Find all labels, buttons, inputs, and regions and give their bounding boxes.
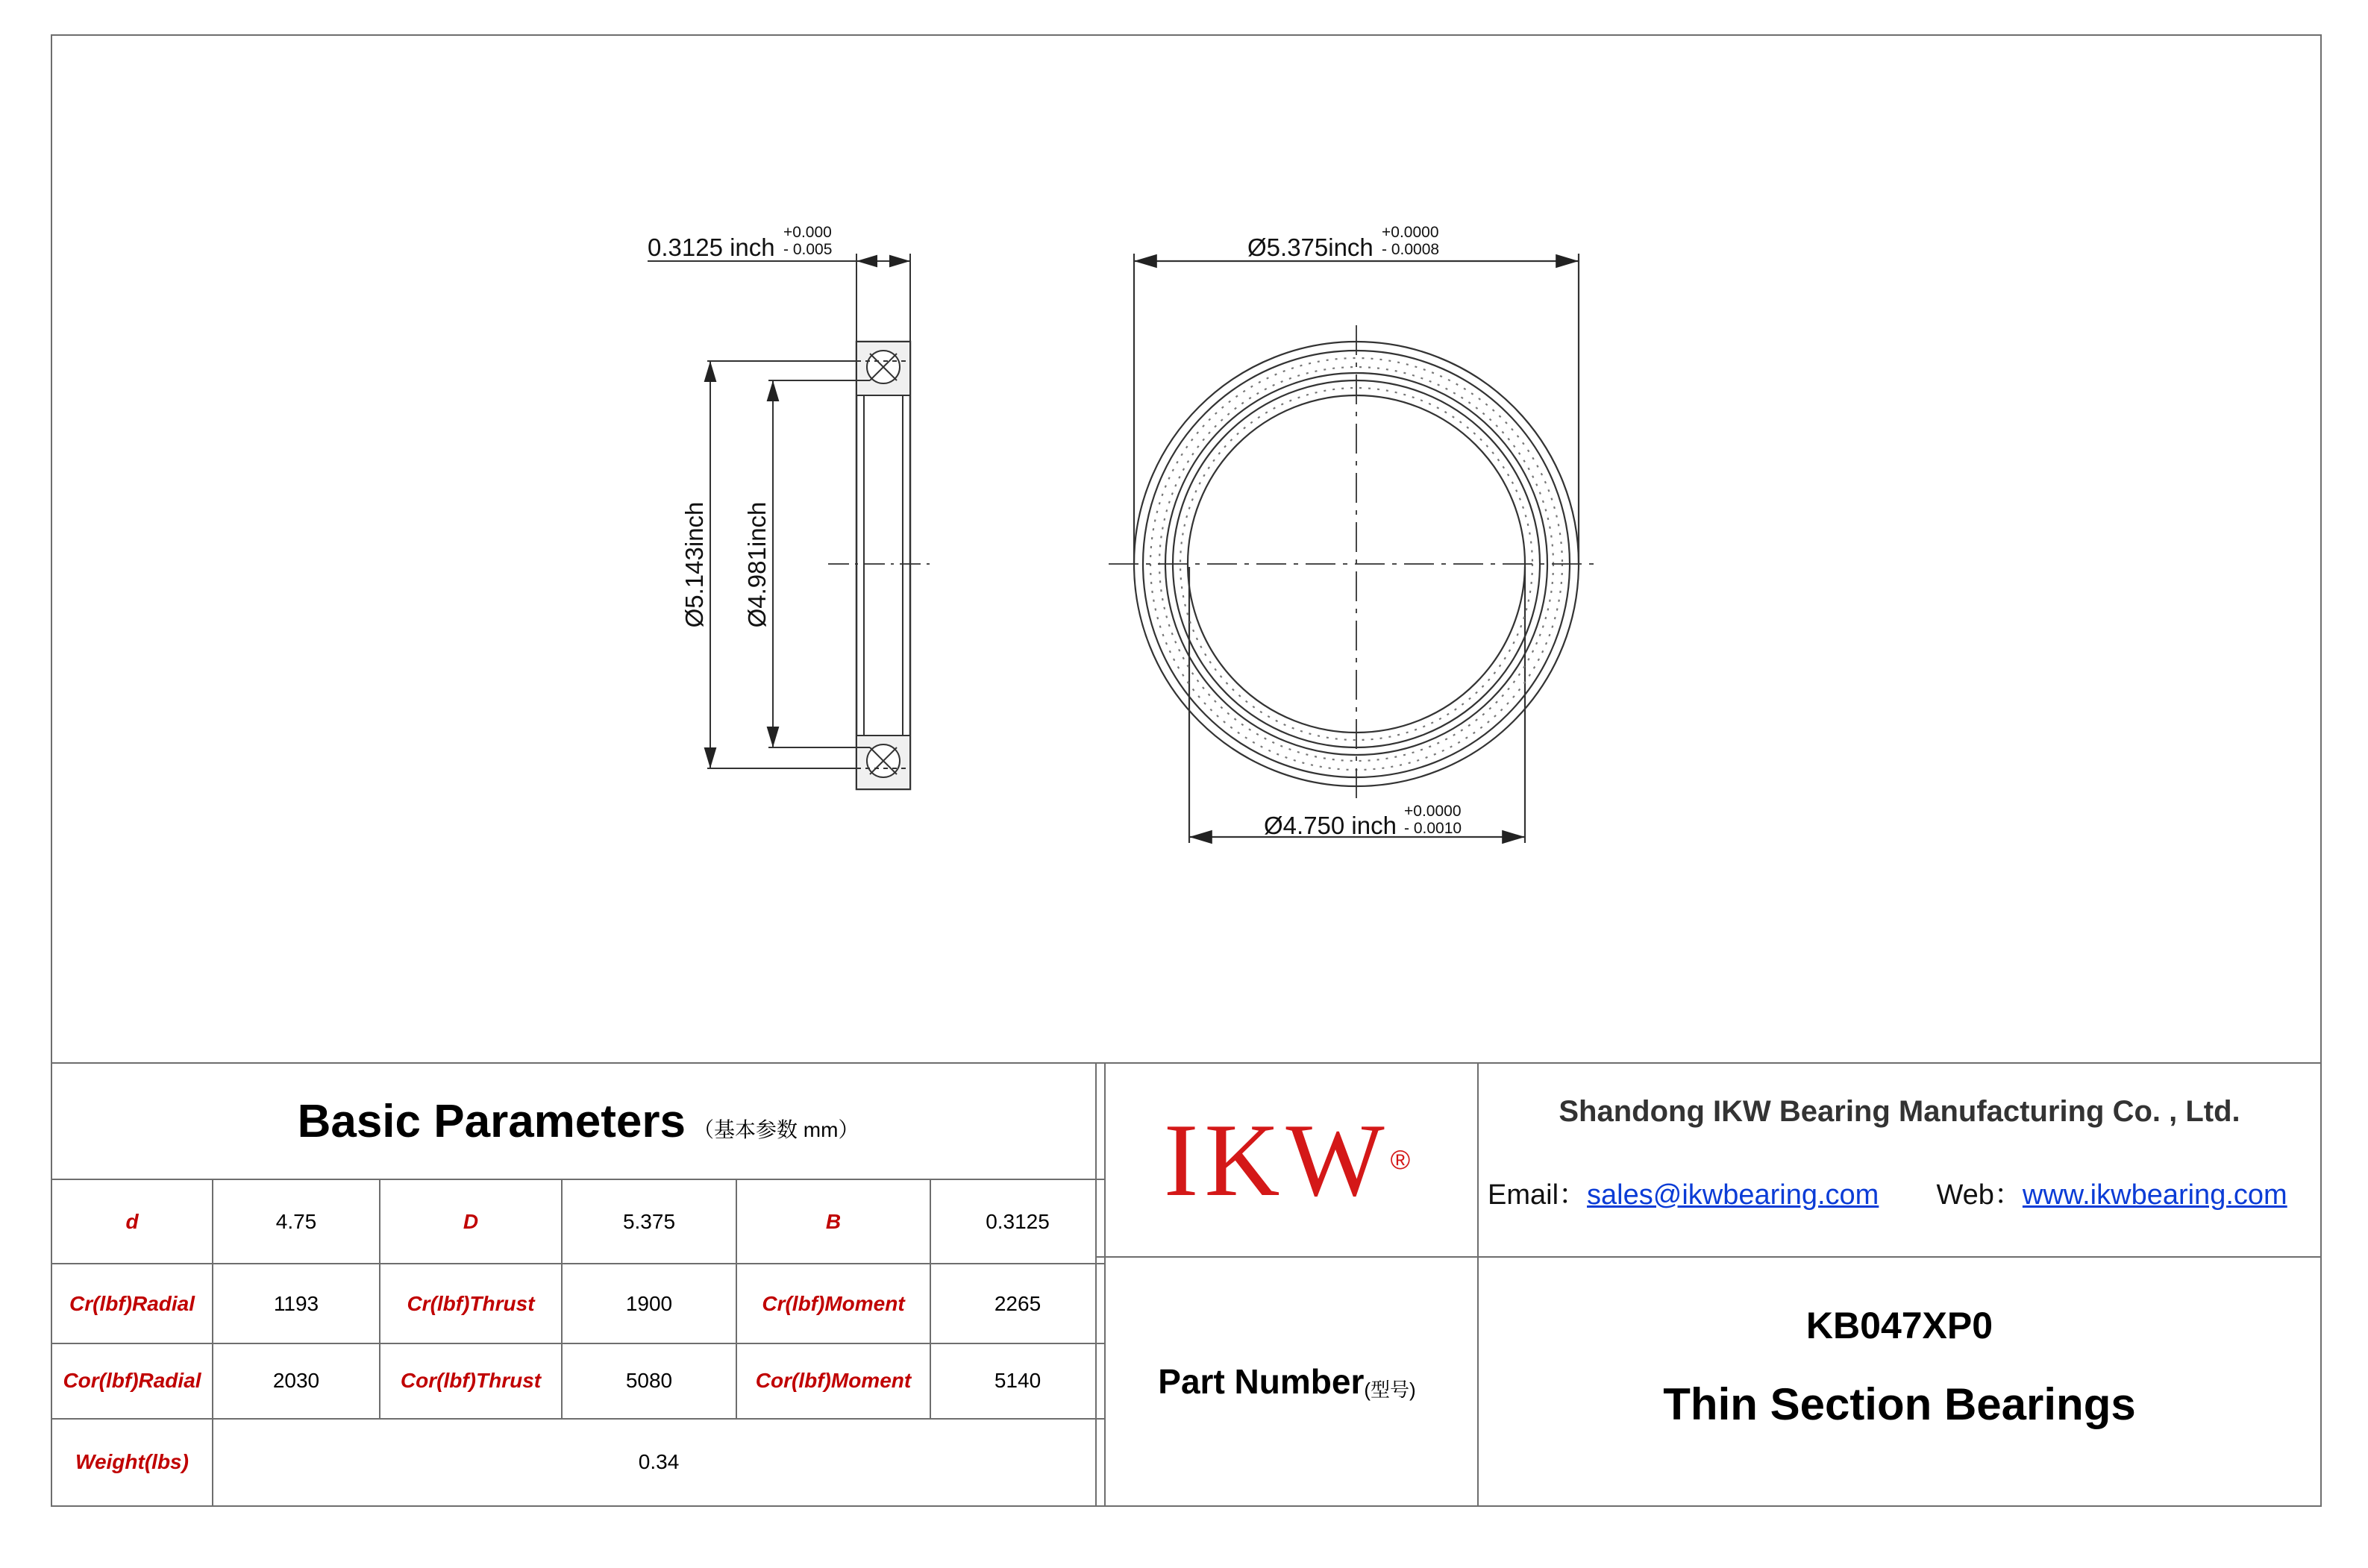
registered-mark: ®	[1390, 1144, 1411, 1175]
width-dim-tol-upper: +0.000	[783, 224, 832, 241]
outer-ring-inner-dim: Ø5.143inch	[680, 501, 708, 628]
part-number-label-sub: (型号)	[1364, 1378, 1416, 1401]
B-value: 0.3125	[930, 1179, 1105, 1264]
email-link[interactable]: sales@ikwbearing.com	[1587, 1179, 1879, 1211]
web-link[interactable]: www.ikwbearing.com	[2022, 1179, 2287, 1211]
contact-line	[1488, 1171, 2287, 1212]
cor-radial-label: Cor(lbf)Radial	[51, 1343, 213, 1419]
outer-diameter-tol-upper: +0.0000	[1382, 224, 1439, 241]
part-type: Thin Section Bearings	[1663, 1379, 2136, 1429]
cr-moment-value: 2265	[930, 1264, 1105, 1343]
D-label: D	[380, 1179, 562, 1264]
outer-diameter-tol-lower: - 0.0008	[1382, 241, 1440, 258]
cr-radial-label: Cr(lbf)Radial	[51, 1264, 213, 1343]
basic-parameters-table	[51, 1062, 1106, 1507]
width-dim-value: 0.3125 inch	[648, 233, 775, 261]
bore-dim-tol-lower: - 0.0010	[1404, 820, 1462, 837]
part-number-label-cell	[1095, 1256, 1479, 1507]
bore-dim-tol-upper: +0.0000	[1404, 803, 1462, 820]
title-block	[51, 1062, 2322, 1507]
logo-cell	[1095, 1062, 1479, 1258]
B-label: B	[736, 1179, 930, 1264]
front-view	[1109, 254, 1597, 843]
weight-value: 0.34	[213, 1419, 1105, 1506]
parameters-title-cell	[51, 1063, 1105, 1179]
d-label: d	[51, 1179, 213, 1264]
cor-moment-value: 5140	[930, 1343, 1105, 1419]
company-name: Shandong IKW Bearing Manufacturing Co. , Ltd.	[1559, 1095, 2240, 1128]
d-value: 4.75	[213, 1179, 380, 1264]
width-dim-tol-lower: - 0.005	[783, 241, 833, 258]
bore-dim-value: Ø4.750 inch	[1264, 812, 1397, 839]
parameters-title: Basic Parameters	[297, 1095, 686, 1147]
D-value: 5.375	[562, 1179, 736, 1264]
ikw-logo: IKW	[1163, 1102, 1391, 1218]
parameters-subtitle: （基本参数 mm）	[693, 1117, 859, 1141]
part-number-value-cell	[1477, 1256, 2322, 1507]
cor-thrust-label: Cor(lbf)Thrust	[380, 1343, 562, 1419]
cor-moment-label: Cor(lbf)Moment	[736, 1343, 930, 1419]
cor-thrust-value: 5080	[562, 1343, 736, 1419]
part-number-label: Part Number	[1158, 1362, 1365, 1401]
outer-diameter-dim-value: Ø5.375inch	[1247, 233, 1373, 261]
weight-label: Weight(lbs)	[51, 1419, 213, 1506]
company-cell	[1477, 1062, 2322, 1258]
cor-radial-value: 2030	[213, 1343, 380, 1419]
cr-thrust-label: Cr(lbf)Thrust	[380, 1264, 562, 1343]
email-label: Email：	[1488, 1179, 1588, 1211]
inner-ring-outer-dim: Ø4.981inch	[743, 501, 771, 628]
cr-thrust-value: 1900	[562, 1264, 736, 1343]
cr-moment-label: Cr(lbf)Moment	[736, 1264, 930, 1343]
web-label: Web：	[1936, 1179, 2023, 1211]
part-number: KB047XP0	[1805, 1305, 1993, 1346]
cr-radial-value: 1193	[213, 1264, 380, 1343]
